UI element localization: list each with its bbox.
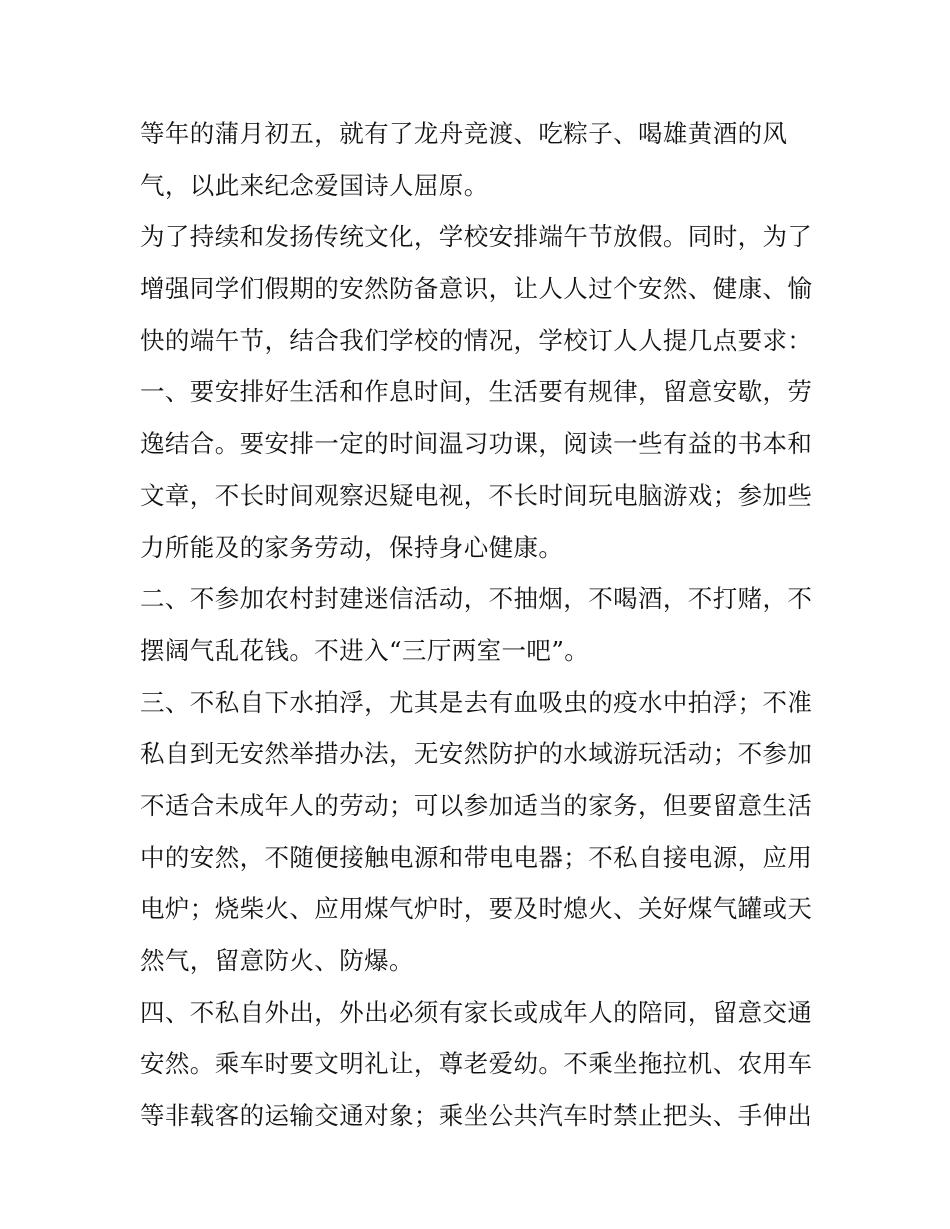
text-line: 摆阔气乱花钱。不进入“三厅两室一吧”。 (140, 635, 590, 665)
text-line: 私自到无安然举措办法，无安然防护的水域游玩活动；不参加 (140, 739, 813, 769)
text-line: 二、不参加农村封建迷信活动，不抽烟，不喝酒，不打赌，不 (140, 584, 813, 614)
text-line: 力所能及的家务劳动，保持身心健康。 (140, 532, 564, 562)
text-line: 一、要安排好生活和作息时间，生活要有规律，留意安歇，劳 (140, 377, 813, 407)
document-body (140, 108, 820, 1142)
text-line: 气，以此来纪念爱国诗人屈原。 (140, 170, 489, 200)
text-line: 文章，不长时间观察迟疑电视，不长时间玩电脑游戏；参加些 (140, 480, 813, 510)
text-line: 不适合未成年人的劳动；可以参加适当的家务，但要留意生活 (140, 790, 813, 820)
text-line: 为了持续和发扬传统文化，学校安排端午节放假。同时，为了 (140, 222, 813, 252)
text-line: 然气，留意防火、防爆。 (140, 946, 414, 975)
text-line: 逸结合。要安排一定的时间温习功课，阅读一些有益的书本和 (140, 429, 813, 459)
text-line: 等非载客的运输交通对象；乘坐公共汽车时禁止把头、手伸出 (140, 1101, 813, 1131)
text-line: 中的安然，不随便接触电源和带电电器；不私自接电源，应用 (140, 842, 813, 872)
text-line: 快的端午节，结合我们学校的情况，学校订人人提几点要求： (140, 325, 813, 355)
text-line: 安然。乘车时要文明礼让，尊老爱幼。不乘坐拖拉机、农用车 (140, 1049, 813, 1079)
text-line: 电炉；烧柴火、应用煤气炉时，要及时熄火、关好煤气罐或天 (140, 894, 813, 924)
text-line: 等年的蒲月初五，就有了龙舟竞渡、吃粽子、喝雄黄酒的风 (140, 119, 788, 148)
text-line: 四、不私自外出，外出必须有家长或成年人的陪同，留意交通 (140, 997, 813, 1027)
text-line: 三、不私自下水拍浮，尤其是去有血吸虫的疫水中拍浮；不准 (140, 687, 813, 717)
text-line: 增强同学们假期的安然防备意识，让人人过个安然、健康、愉 (140, 274, 813, 304)
